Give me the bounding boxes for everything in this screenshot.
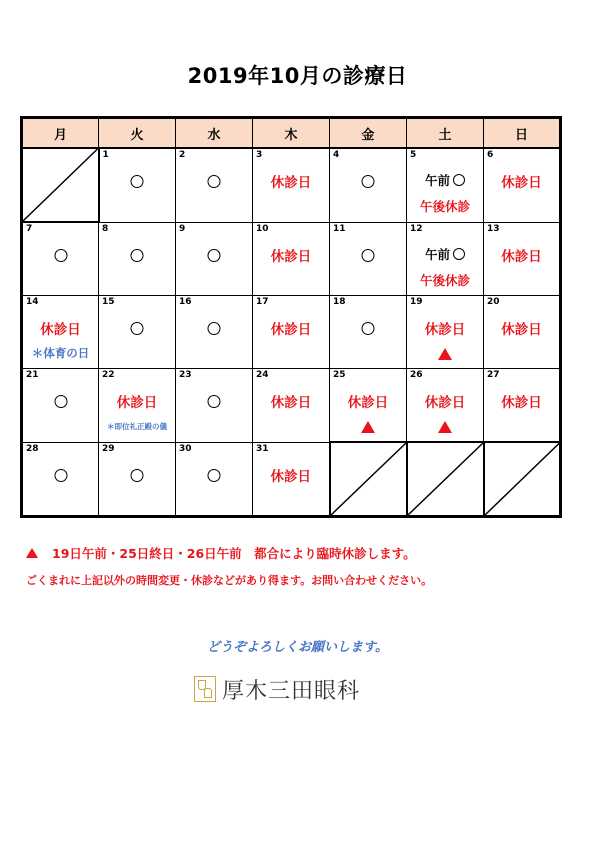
day-cell: [22, 442, 99, 517]
open-circle-icon: [208, 395, 221, 408]
diagonal-slash: [408, 443, 483, 515]
am-open: [407, 245, 483, 263]
day-number: 15: [102, 297, 115, 307]
day-cell: [22, 369, 99, 443]
holiday-note: ＊即位礼正殿の儀: [107, 422, 167, 431]
weekday-fri: 金: [330, 118, 407, 149]
open-circle-icon: [131, 249, 144, 262]
day-number: 7: [26, 224, 33, 234]
pm-closed-label: 午後休診: [419, 199, 470, 214]
day-number: 17: [256, 297, 269, 307]
day-number: 31: [256, 443, 269, 454]
day-cell: [176, 222, 253, 296]
day-number: 28: [26, 443, 39, 454]
week-row: [22, 222, 561, 296]
closed-label: 休診日: [40, 322, 81, 338]
day-cell: [253, 148, 330, 222]
week-row: [22, 442, 561, 517]
day-cell: [484, 148, 561, 222]
closed-label: 休診日: [424, 395, 466, 411]
empty-cell: [484, 442, 561, 517]
day-number: 1: [102, 150, 109, 160]
empty-cell: [407, 442, 484, 517]
day-number: 4: [333, 150, 340, 160]
open-circle-icon: [453, 248, 465, 260]
diagonal-slash: [331, 443, 406, 515]
day-cell: [253, 296, 330, 369]
open-circle-icon: [362, 249, 375, 262]
weekday-sun: 日: [484, 118, 561, 149]
day-cell: [22, 296, 99, 369]
am-open: [407, 171, 483, 189]
day-cell: [407, 296, 484, 369]
open-circle-icon: [362, 322, 375, 335]
day-number: 3: [256, 150, 263, 160]
day-number: 19: [410, 297, 423, 307]
closed-label: 休診日: [501, 175, 542, 191]
day-cell: [253, 369, 330, 443]
open-circle-icon: [54, 469, 67, 482]
warning-triangle-icon: [438, 421, 452, 433]
day-number: 22: [102, 370, 115, 380]
day-number: 6: [487, 150, 494, 160]
open-circle-icon: [208, 175, 221, 188]
weekday-tue: 火: [99, 118, 176, 149]
day-cell: [407, 148, 484, 222]
closed-label: 休診日: [270, 248, 312, 265]
holiday-note: ＊体育の日: [31, 346, 90, 360]
weekday-thu: 木: [253, 118, 330, 149]
day-cell: [176, 296, 253, 369]
day-cell: [99, 296, 176, 369]
legend-line-2: ごくまれに上記以外の時間変更・休診などがあり得ます。お問い合わせください。: [26, 574, 433, 587]
open-circle-icon: [453, 174, 465, 186]
day-cell: [330, 369, 407, 443]
open-circle-icon: [54, 249, 67, 262]
weekday-mon: 月: [22, 118, 99, 149]
day-cell: [253, 222, 330, 296]
day-number: 23: [179, 370, 192, 380]
day-number: 30: [179, 443, 192, 454]
legend-text-1: 19日午前・25日終日・26日午前 都合により臨時休診します。: [52, 546, 416, 561]
open-circle-icon: [131, 322, 144, 335]
open-circle-icon: [131, 469, 144, 482]
week-row: [22, 148, 561, 222]
day-number: 10: [256, 223, 269, 234]
day-number: 24: [256, 370, 269, 380]
legend-line-1: [26, 544, 416, 562]
weekday-header-row: [22, 118, 561, 149]
closed-label: 休診日: [501, 395, 542, 411]
day-number: 21: [26, 370, 39, 380]
open-circle-icon: [208, 469, 221, 482]
week-row: [22, 296, 561, 369]
calendar-table: [20, 116, 562, 518]
day-cell: [99, 442, 176, 517]
closed-label: 休診日: [270, 395, 312, 411]
day-number: 8: [102, 223, 109, 234]
empty-cell: [22, 148, 99, 222]
day-cell: [330, 296, 407, 369]
day-cell: [22, 222, 99, 296]
closed-label: 休診日: [270, 175, 312, 191]
day-number: 5: [410, 150, 417, 160]
greeting: どうぞよろしくお願いします。: [207, 640, 388, 655]
day-cell: [176, 369, 253, 443]
closed-label: 休診日: [424, 322, 466, 338]
closed-label: 休診日: [501, 248, 542, 265]
open-circle-icon: [208, 322, 221, 335]
closed-label: 休診日: [116, 395, 158, 411]
day-number: 26: [410, 370, 423, 380]
day-number: 2: [179, 150, 186, 160]
warning-triangle-icon: [361, 421, 375, 433]
day-cell: [176, 442, 253, 517]
closed-label: 休診日: [270, 322, 312, 338]
day-cell: [407, 222, 484, 296]
day-number: 9: [179, 223, 186, 234]
day-cell: [484, 222, 561, 296]
diagonal-slash: [23, 149, 98, 221]
warning-triangle-icon: [26, 548, 38, 558]
week-row: [22, 369, 561, 443]
day-cell: [176, 148, 253, 222]
day-number: 18: [333, 297, 346, 307]
day-number: 13: [487, 223, 500, 234]
closed-label: 休診日: [270, 468, 311, 485]
day-number: 29: [102, 443, 115, 454]
day-cell: [330, 222, 407, 296]
weekday-sat: 土: [407, 118, 484, 149]
day-cell: [253, 442, 330, 517]
day-number: 20: [487, 297, 500, 307]
day-cell: [330, 148, 407, 222]
day-cell: [99, 369, 176, 443]
day-number: 16: [179, 297, 192, 307]
day-cell: [99, 222, 176, 296]
closed-label: 休診日: [347, 395, 389, 411]
day-number: 12: [410, 223, 423, 234]
open-circle-icon: [208, 249, 221, 262]
open-circle-icon: [362, 175, 375, 188]
warning-triangle-icon: [438, 348, 452, 360]
open-circle-icon: [54, 395, 67, 408]
day-number: 14: [26, 297, 39, 307]
clinic-name: 厚木三田眼科: [222, 678, 361, 704]
day-number: 25: [333, 370, 346, 380]
day-number: 27: [487, 370, 500, 380]
day-cell: [484, 369, 561, 443]
pm-closed-label: 午後休診: [419, 272, 470, 288]
weekday-wed: 水: [176, 118, 253, 149]
day-cell: [484, 296, 561, 369]
diagonal-slash: [485, 443, 560, 515]
open-circle-icon: [131, 175, 144, 188]
day-number: 11: [333, 223, 346, 234]
day-cell: [407, 369, 484, 443]
am-label: 午前: [424, 246, 450, 262]
day-cell: [99, 148, 176, 222]
page-title: 2019年10月の診療日: [187, 64, 408, 88]
empty-cell: [330, 442, 407, 517]
am-label: 午前: [424, 173, 450, 188]
clinic-logo: [194, 674, 360, 704]
closed-label: 休診日: [501, 322, 542, 338]
clinic-logo-mark-icon: [194, 676, 216, 702]
